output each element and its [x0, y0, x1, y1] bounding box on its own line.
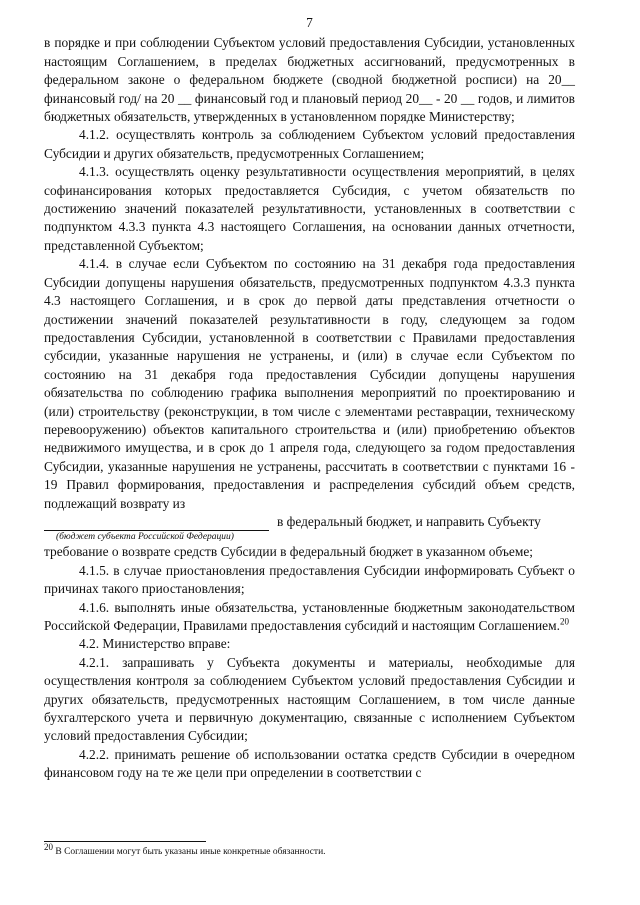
- budget-note: (бюджет субъекта Российской Федерации): [56, 532, 234, 543]
- footnote-number: 20: [44, 841, 53, 852]
- paragraph-4-1-4-continuation: требование о возврате средств Субсидии в федеральный бюджет в указанном объеме;: [44, 544, 533, 560]
- paragraph-4-2: 4.2. Министерство вправе:: [79, 636, 231, 652]
- paragraph-4-1-6: [44, 599, 575, 636]
- footnote-reference: 20: [559, 616, 569, 627]
- footnote-text: В Соглашении могут быть указаны иные конкретные обязанности.: [55, 847, 326, 857]
- budget-blank-line: [44, 516, 269, 531]
- document-page: [44, 14, 575, 783]
- page-number: 7: [306, 15, 313, 30]
- budget-blank-line-row: [44, 513, 575, 531]
- paragraph-4-2-2: 4.2.2. принимать решение об использовании остатка средств Субсидии в очередном финансовом году на те же цели при определении в соответствии с: [44, 746, 575, 781]
- paragraph-4-2-1: 4.2.1. запрашивать у Субъекта документы и материалы, необходимые для осуществления контроля за соблюдением Субъектом условий предоставления Субсидии и других обязательств, предусмотренных настоящим Соглашением, в том числе данные бухгалтерского учета и первичную документацию, связанные с исполнением Субъектом условий предоставления Субсидии;: [44, 654, 575, 744]
- footnote-divider: [44, 841, 206, 842]
- paragraph-4-1-6-text: 4.1.6. выполнять иные обязательства, установленные бюджетным законодательством Российской Федерации, Правилами предоставления субсидий и настоящим Соглашением.: [44, 599, 575, 633]
- paragraph-4-1-4: 4.1.4. в случае если Субъектом по состоянию на 31 декабря года предоставления Субсидии допущены нарушения обязательств, предусмотренных подпунктом 4.3.3 пункта 4.3 настоящего Соглашения, и в срок до первой даты представления отчетности о достижении значений показателей результативности в году, следующем за годом предоставления Субсидии, установленной в соответствии с Правилами предоставления субсидии, указанные нарушения не устранены, и (или) в случае если Субъектом по состоянию на 31 декабря года предоставления Субсидии допущены нарушения обязательства по соблюдению графика выполнения мероприятий по проектированию и (или) строительству (реконструкции, в том числе с элементами реставрации, техническому перевооружению) объектов капитального строительства и (или) приобретению объектов недвижимого имущества, и в срок до 1 апреля года, следующего за годом предоставления Субсидии, указанные нарушения не устранены, рассчитать в соответствии с пунктами 16 - 19 Правил формирования, предоставления и распределения субсидий объем средств, подлежащий возврату из: [44, 256, 575, 511]
- footnote: [44, 841, 584, 858]
- blank-line-suffix: в федеральный бюджет, и направить Субъекту: [277, 513, 541, 529]
- paragraph-continued: в порядке и при соблюдении Субъектом условий предоставления Субсидии, установленных настоящим Соглашением, в пределах бюджетных ассигнований, предусмотренных в федеральном законе о федеральном бюджете (сводной бюджетной росписи) на 20__ финансовый год/ на 20 __ финансовый год и плановый период 20__ - 20 __ годов, и лимитов бюджетных обязательств, утвержденных в установленном порядке Министерству;: [44, 35, 575, 125]
- paragraph-4-1-5: 4.1.5. в случае приостановления предоставления Субсидии информировать Субъект о причинах такого приостановления;: [44, 562, 575, 597]
- paragraph-4-1-2: 4.1.2. осуществлять контроль за соблюдением Субъектом условий предоставления Субсидии и других обязательств, предусмотренных Соглашением;: [44, 127, 575, 161]
- paragraph-4-1-3: 4.1.3. осуществлять оценку результативности осуществления мероприятий, в целях софинансирования которых предоставляется Субсидия, с учетом обязательств по достижению значений показателей результативности, установленных в соответствии с подпунктом 4.3.3 пункта 4.3 настоящего Соглашения, на основании данных отчетности, представленной Субъектом;: [44, 164, 575, 253]
